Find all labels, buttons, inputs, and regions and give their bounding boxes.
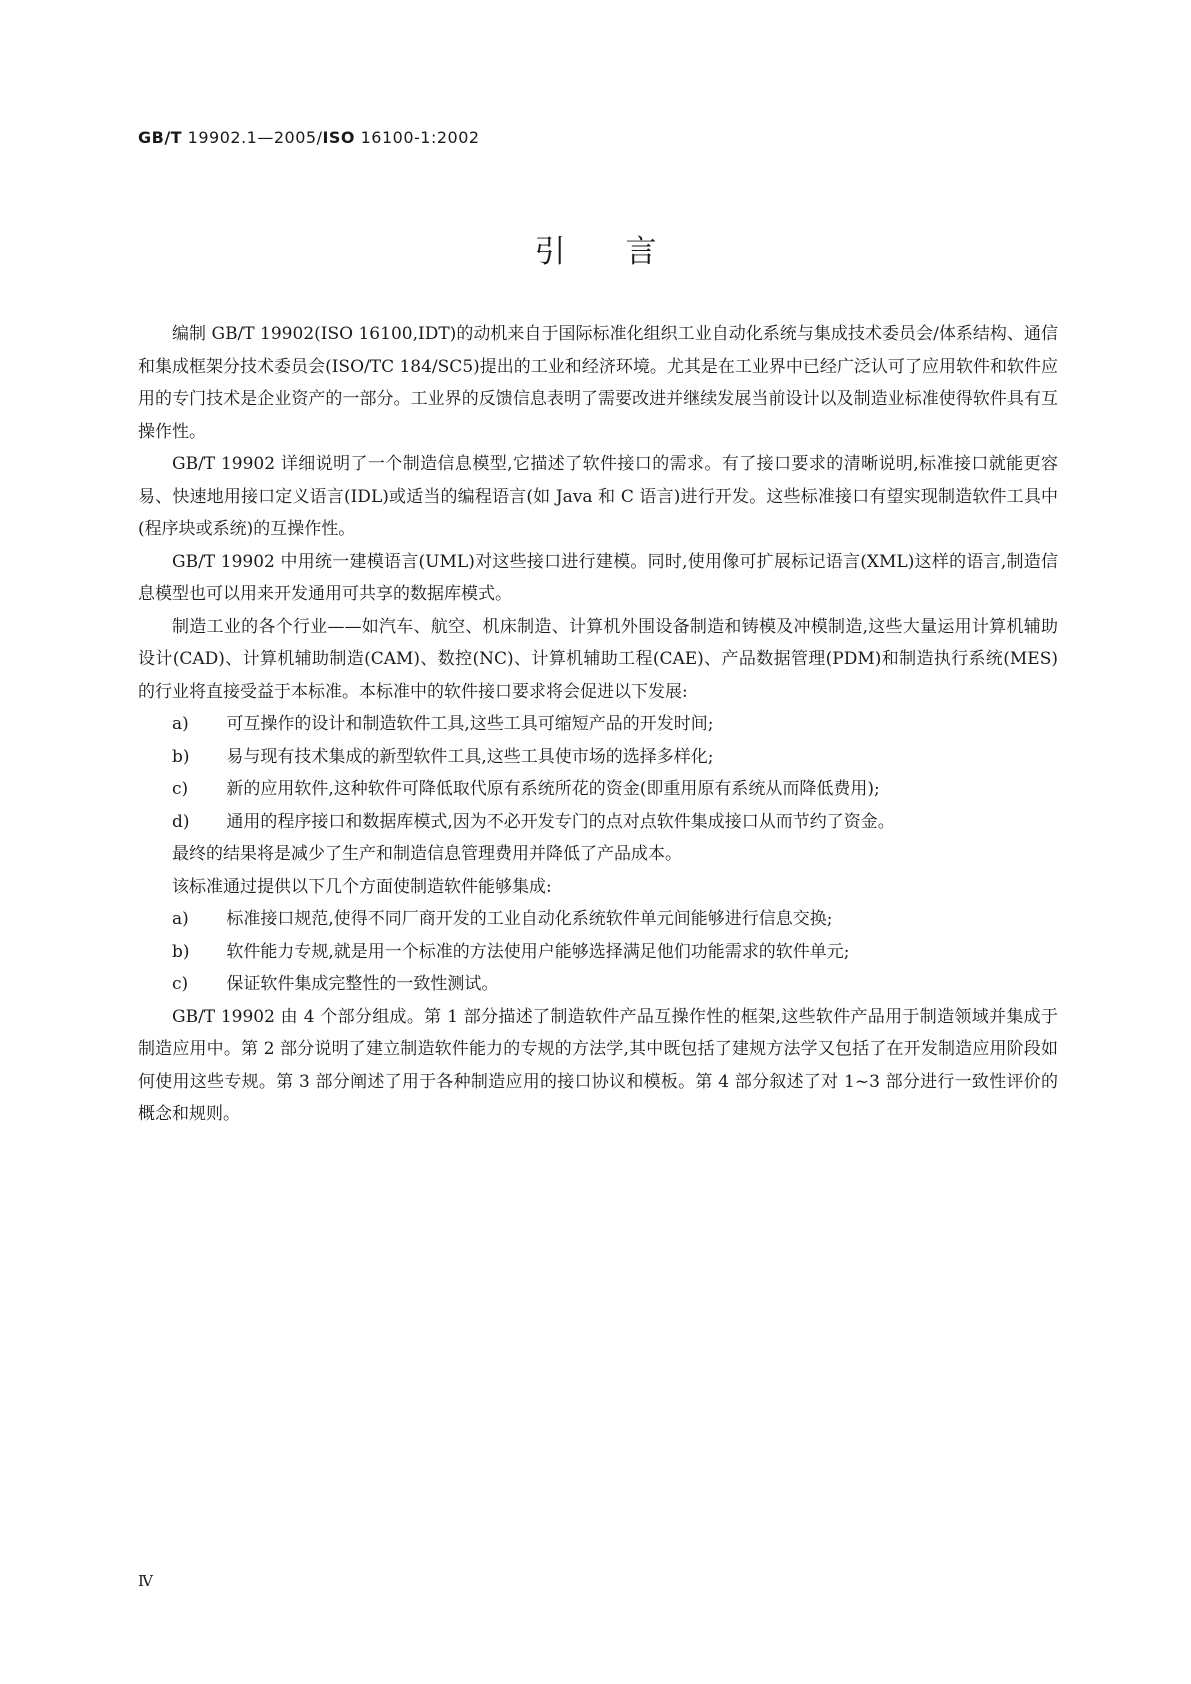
list-item — [138, 903, 1058, 936]
list-marker: b) — [172, 746, 190, 767]
list-item — [138, 968, 1058, 1001]
list-marker: d) — [172, 811, 190, 832]
list-text: 可互操作的设计和制造软件工具,这些工具可缩短产品的开发时间; — [226, 714, 714, 734]
list-text: 软件能力专规,就是用一个标准的方法使用户能够选择满足他们功能需求的软件单元; — [226, 941, 850, 962]
std-number: 19902.1—2005/ — [182, 128, 323, 147]
iso-number: 16100-1:2002 — [355, 128, 480, 147]
list-marker: a) — [172, 714, 189, 734]
standard-code-header — [138, 128, 480, 147]
list-marker: c) — [172, 974, 189, 994]
list-text: 保证软件集成完整性的一致性测试。 — [226, 974, 499, 994]
list-marker: b) — [172, 941, 190, 962]
list-item — [138, 741, 1058, 774]
list-item — [138, 936, 1058, 969]
page-number: Ⅳ — [138, 1572, 153, 1590]
list-text: 通用的程序接口和数据库模式,因为不必开发专门的点对点软件集成接口从而节约了资金。 — [226, 811, 895, 832]
paragraph-integration: 该标准通过提供以下几个方面使制造软件能够集成: — [172, 876, 552, 897]
std-prefix: GB/T — [138, 128, 183, 147]
page-title: 引言 — [534, 234, 717, 270]
list-text: 新的应用软件,这种软件可降低取代原有系统所花的资金(即重用原有系统从而降低费用); — [226, 779, 880, 799]
iso-prefix: ISO — [322, 128, 356, 147]
paragraph-uml: GB/T 19902 中用统一建模语言(UML)对这些接口进行建模。同时,使用像可扩展标记语言(XML)这样的语言,制造信息模型也可以用来开发通用可共享的数据库模式。 — [138, 551, 1058, 604]
paragraph-result: 最终的结果将是减少了生产和制造信息管理费用并降低了产品成本。 — [172, 844, 682, 864]
list-text: 标准接口规范,使得不同厂商开发的工业自动化系统软件单元间能够进行信息交换; — [226, 909, 833, 929]
list-item — [138, 708, 1058, 741]
paragraph-parts: GB/T 19902 由 4 个部分组成。第 1 部分描述了制造软件产品互操作性的框架,这些软件产品用于制造领域并集成于制造应用中。第 2 部分说明了建立制造软件能力的专规的方法学,其中既包括了建规方法学又包括了在开发制造应用阶段如何使用这些专规。第 3 部分阐述了用于各种制造应用的接口协议和模板。第 4 部分叙述了对 1~3 部分进行一致性评价的概念和规则。 — [138, 1006, 1058, 1124]
paragraph-motivation: 编制 GB/T 19902(ISO 16100,IDT)的动机来自于国际标准化组织工业自动化系统与集成技术委员会/体系结构、通信和集成框架分技术委员会(ISO/TC 184/SC5)提出的工业和经济环境。尤其是在工业界中已经广泛认可了应用软件和软件应用的专门技术是企业资产的一部分。工业界的反馈信息表明了需要改进并继续发展当前设计以及制造业标准使得软件具有互操作性。 — [138, 324, 1058, 442]
list-marker: a) — [172, 909, 189, 929]
list-marker: c) — [172, 779, 189, 799]
list-item — [138, 773, 1058, 806]
paragraph-industries: 制造工业的各个行业——如汽车、航空、机床制造、计算机外围设备制造和铸模及冲模制造,这些大量运用计算机辅助设计(CAD)、计算机辅助制造(CAM)、数控(NC)、计算机辅助工程(CAE)、产品数据管理(PDM)和制造执行系统(MES)的行业将直接受益于本标准。本标准中的软件接口要求将会促进以下发展: — [138, 616, 1058, 702]
introduction-body — [138, 318, 1058, 1131]
list-item — [138, 806, 1058, 839]
paragraph-interfaces: GB/T 19902 详细说明了一个制造信息模型,它描述了软件接口的需求。有了接口要求的清晰说明,标准接口就能更容易、快速地用接口定义语言(IDL)或适当的编程语言(如 Java 和 C 语言)进行开发。这些标准接口有望实现制造软件工具中(程序块或系统)的互操作性。 — [138, 454, 1058, 539]
list-text: 易与现有技术集成的新型软件工具,这些工具使市场的选择多样化; — [226, 746, 714, 767]
